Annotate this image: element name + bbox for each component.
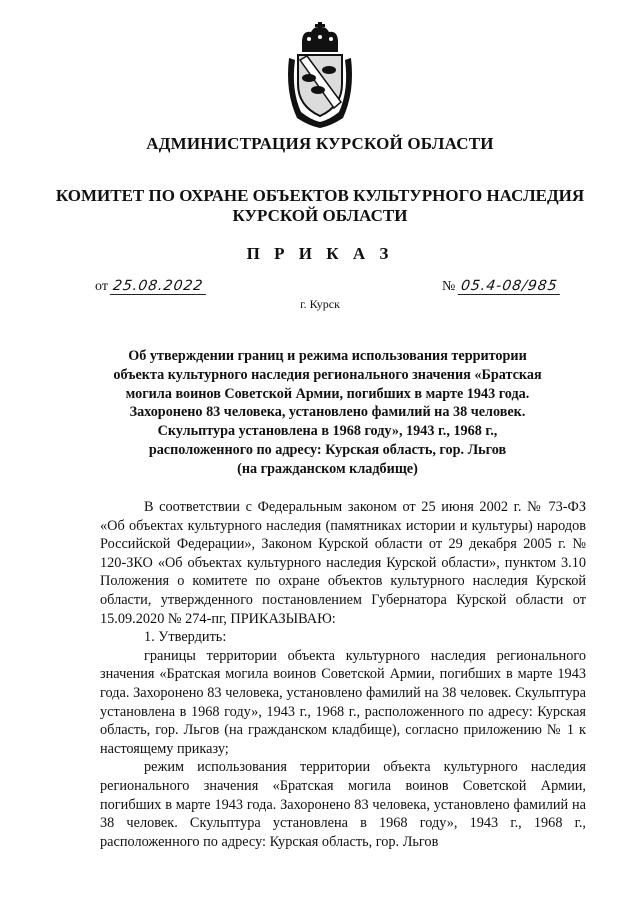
committee-name xyxy=(0,186,640,226)
title-line: (на гражданском кладбище) xyxy=(237,460,418,477)
title-line: Об утверждении границ и режима использования территории xyxy=(128,348,527,364)
title-line: Скульптура установлена в 1968 году», 1943 г., 1968 г., xyxy=(157,423,498,440)
order-date xyxy=(95,278,208,295)
document-type: П Р И К А З xyxy=(246,244,394,263)
city: г. Курск xyxy=(300,297,340,311)
title-line: объекта культурного наследия регионального значения «Братская xyxy=(113,366,542,383)
order-title xyxy=(95,347,560,479)
committee-name-line-1: КОМИТЕТ ПО ОХРАНЕ ОБЪЕКТОВ КУЛЬТУРНОГО НАСЛЕДИЯ xyxy=(55,186,585,205)
order-body xyxy=(100,498,586,851)
agency-name: АДМИНИСТРАЦИЯ КУРСКОЙ ОБЛАСТИ xyxy=(146,134,494,153)
title-line: могила воинов Советской Армии, погибших в марте 1943 года. xyxy=(125,385,530,402)
date-value: 25.08.2022 xyxy=(110,278,209,295)
body-paragraph: режим использования территории объекта культурного наследия регионального значения «Братская могила воинов Советской Армии, погибших в марте 1943 года. Захоронено 83 человека, установлено фамилий на 38 человек. Скульптура установлена в 1968 году», 1943 г., 1968 г., расположенного по адресу: Курская область, гор. Льгов xyxy=(100,759,586,850)
number-value: 05.4-08/985 xyxy=(458,278,563,295)
title-line: расположенного по адресу: Курская область, гор. Льгов xyxy=(148,441,507,458)
title-line: Захоронено 83 человека, установлено фамилий на 38 человек. xyxy=(129,404,526,421)
body-paragraph: границы территории объекта культурного наследия регионального значения «Братская могила воинов Советской Армии, погибших в марте 1943 года. Захоронено 83 человека, установлено фамилий на 38 человек. Скульптура установлена в 1968 году», 1943 г., 1968 г., расположенного по адресу: Курская область, гор. Льгов (на гражданском кладбище), согласно приложению № 1 к настоящему приказу; xyxy=(100,647,586,757)
body-paragraph: 1. Утвердить: xyxy=(144,629,227,646)
order-number xyxy=(442,278,561,295)
committee-name-line-2: КУРСКОЙ ОБЛАСТИ xyxy=(232,206,408,225)
body-paragraph: В соответствии с Федеральным законом от 25 июня 2002 г. № 73-ФЗ «Об объектах культурного наследия (памятниках истории и культуры) народов Российской Федерации», Законом Курской области от 29 декабря 2005 г. № 120-ЗКО «Об объектах культурного наследия Курской области», пунктом 3.10 Положения о комитете по охране объектов культурного наследия Курской области, утвержденного постановлением Губернатора Курской области от 15.09.2020 № 274-пг, ПРИКАЗЫВАЮ: xyxy=(100,499,586,627)
number-prefix: № xyxy=(442,279,456,294)
date-prefix: от xyxy=(95,279,108,294)
coat-of-arms-icon xyxy=(285,22,355,130)
